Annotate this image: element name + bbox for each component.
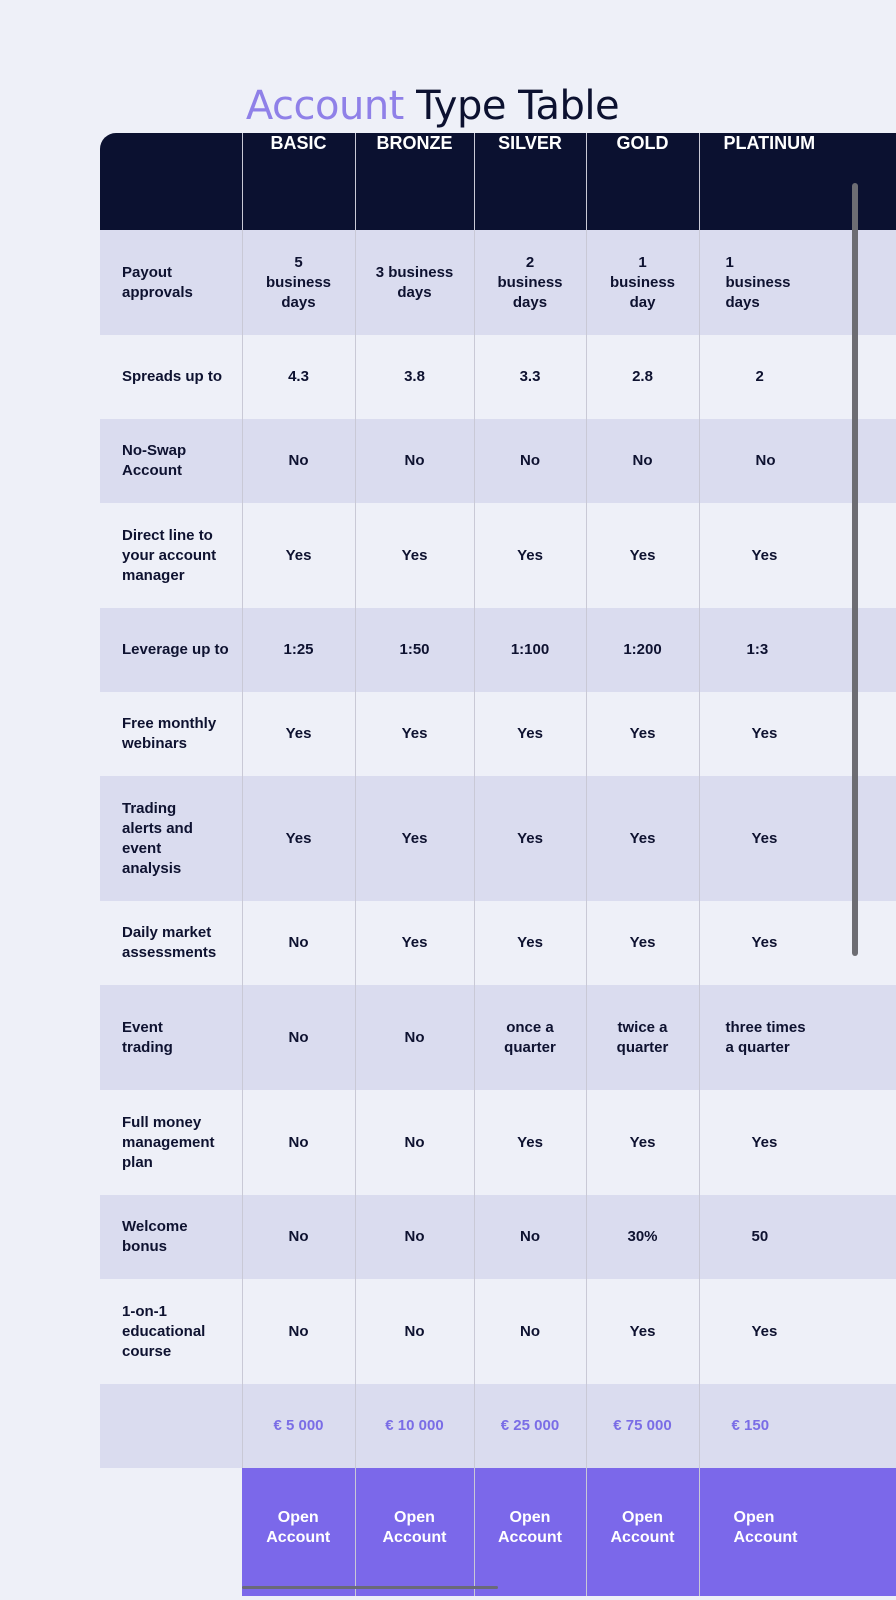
table-cell: No xyxy=(355,1195,474,1279)
table-cell: Yes xyxy=(699,503,896,608)
table-cell: Yes xyxy=(474,1090,586,1195)
row-label: Event trading xyxy=(100,985,242,1090)
table-cell: 2.8 xyxy=(586,335,699,419)
price-basic: € 5 000 xyxy=(242,1384,355,1468)
price-row xyxy=(100,1384,896,1468)
table-row xyxy=(100,335,896,419)
table-cell: No xyxy=(474,419,586,503)
table-row xyxy=(100,901,896,985)
column-header-basic: BASIC xyxy=(242,133,355,230)
table-cell: 4.3 xyxy=(242,335,355,419)
table-cell: No xyxy=(355,1090,474,1195)
table-cell: Yes xyxy=(586,776,699,901)
table-cell: Yes xyxy=(586,1090,699,1195)
table-cell: 5 business days xyxy=(242,230,355,335)
open-account-button-platinum[interactable]: Open Account xyxy=(699,1468,896,1596)
table-cell: No xyxy=(242,419,355,503)
vertical-scrollbar[interactable] xyxy=(852,183,858,956)
table-cell: Yes xyxy=(242,503,355,608)
page-title xyxy=(0,83,865,129)
column-header-gold: GOLD xyxy=(586,133,699,230)
title-rest: Type Table xyxy=(403,82,620,129)
row-label: Leverage up to xyxy=(100,608,242,692)
table-cell: 1 business days xyxy=(699,230,896,335)
table-row xyxy=(100,230,896,335)
table-cell: No xyxy=(699,419,896,503)
row-label: Full money management plan xyxy=(100,1090,242,1195)
table-cell: 3.8 xyxy=(355,335,474,419)
row-label: Payout approvals xyxy=(100,230,242,335)
title-accent: Account xyxy=(245,82,404,129)
table-cell: Yes xyxy=(474,503,586,608)
table-cell: Yes xyxy=(699,776,896,901)
table-cell: No xyxy=(474,1279,586,1384)
price-platinum: € 150 xyxy=(699,1384,896,1468)
row-label: Spreads up to xyxy=(100,335,242,419)
table-row xyxy=(100,692,896,776)
table-cell: three times a quarter xyxy=(699,985,896,1090)
table-cell: No xyxy=(355,985,474,1090)
header-corner xyxy=(100,133,242,230)
horizontal-scrollbar[interactable] xyxy=(242,1586,498,1589)
table-cell: 2 xyxy=(699,335,896,419)
column-header-platinum: PLATINUM xyxy=(699,133,896,230)
table-cell: 3 business days xyxy=(355,230,474,335)
table-cell: Yes xyxy=(355,692,474,776)
cta-row xyxy=(100,1468,896,1596)
column-header-silver: SILVER xyxy=(474,133,586,230)
table-cell: Yes xyxy=(474,901,586,985)
table-row xyxy=(100,1090,896,1195)
table-cell: No xyxy=(242,1195,355,1279)
table-cell: 1:100 xyxy=(474,608,586,692)
table-cell: twice a quarter xyxy=(586,985,699,1090)
table-cell: 30% xyxy=(586,1195,699,1279)
table-row xyxy=(100,1195,896,1279)
open-account-button-bronze[interactable]: Open Account xyxy=(355,1468,474,1596)
table-cell: No xyxy=(242,1090,355,1195)
table-cell: Yes xyxy=(355,901,474,985)
table-cell: No xyxy=(242,1279,355,1384)
table-cell: Yes xyxy=(586,901,699,985)
price-gold: € 75 000 xyxy=(586,1384,699,1468)
row-label: 1-on-1 educational course xyxy=(100,1279,242,1384)
price-silver: € 25 000 xyxy=(474,1384,586,1468)
table-cell: Yes xyxy=(586,692,699,776)
table-cell: Yes xyxy=(355,503,474,608)
table-row xyxy=(100,985,896,1090)
table-cell: 1:3 xyxy=(699,608,896,692)
table-cell: Yes xyxy=(586,1279,699,1384)
table-cell: Yes xyxy=(242,776,355,901)
table-cell: No xyxy=(355,1279,474,1384)
table-row xyxy=(100,419,896,503)
table-cell: No xyxy=(355,419,474,503)
row-label: No-Swap Account xyxy=(100,419,242,503)
table-header-row xyxy=(100,133,896,230)
row-label: Free monthly webinars xyxy=(100,692,242,776)
table-cell: Yes xyxy=(699,901,896,985)
table-cell: Yes xyxy=(474,776,586,901)
table-cell: Yes xyxy=(474,692,586,776)
account-table-scroll-area[interactable] xyxy=(100,133,816,1600)
table-cell: Yes xyxy=(355,776,474,901)
table-cell: No xyxy=(242,985,355,1090)
table-cell: No xyxy=(586,419,699,503)
table-cell: 2 business days xyxy=(474,230,586,335)
table-cell: Yes xyxy=(699,1090,896,1195)
open-account-button-gold[interactable]: Open Account xyxy=(586,1468,699,1596)
table-cell: Yes xyxy=(586,503,699,608)
open-account-button-basic[interactable]: Open Account xyxy=(242,1468,355,1596)
cta-row-spacer xyxy=(100,1468,242,1596)
table-row xyxy=(100,776,896,901)
table-cell: Yes xyxy=(699,692,896,776)
open-account-button-silver[interactable]: Open Account xyxy=(474,1468,586,1596)
row-label: Daily market assessments xyxy=(100,901,242,985)
table-cell: 3.3 xyxy=(474,335,586,419)
table-cell: 1:25 xyxy=(242,608,355,692)
table-cell: 50 xyxy=(699,1195,896,1279)
table-cell: No xyxy=(242,901,355,985)
row-label: Welcome bonus xyxy=(100,1195,242,1279)
table-cell: 1:200 xyxy=(586,608,699,692)
account-type-table xyxy=(100,133,896,1596)
price-row-label xyxy=(100,1384,242,1468)
table-cell: Yes xyxy=(699,1279,896,1384)
column-header-bronze: BRONZE xyxy=(355,133,474,230)
table-cell: 1:50 xyxy=(355,608,474,692)
table-cell: No xyxy=(474,1195,586,1279)
table-cell: once a quarter xyxy=(474,985,586,1090)
row-label: Direct line to your account manager xyxy=(100,503,242,608)
row-label: Trading alerts and event analysis xyxy=(100,776,242,901)
table-row xyxy=(100,503,896,608)
price-bronze: € 10 000 xyxy=(355,1384,474,1468)
table-row xyxy=(100,1279,896,1384)
table-cell: Yes xyxy=(242,692,355,776)
table-cell: 1 business day xyxy=(586,230,699,335)
table-row xyxy=(100,608,896,692)
